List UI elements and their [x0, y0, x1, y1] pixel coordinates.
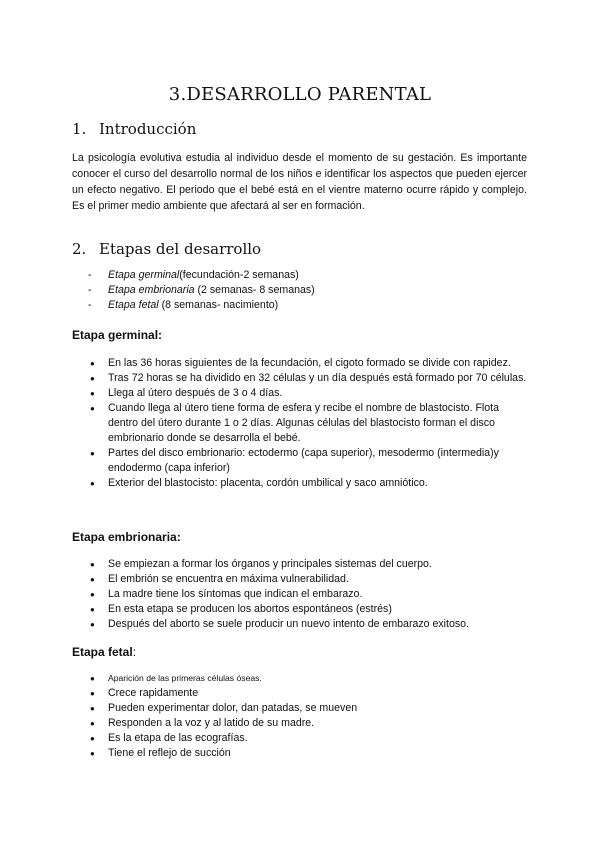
list-item: ● Llega al útero después de 3 o 4 días. [90, 386, 530, 401]
list-item: ● Partes del disco embrionario: ectodermo (capa superior), mesodermo (intermedia)y endodermo (capa inferior) [90, 446, 530, 476]
stages-list [88, 268, 315, 313]
list-item: ● Exterior del blastocisto: placenta, cordón umbilical y saco amniótico. [90, 476, 530, 491]
list-item: ● El embrión se encuentra en máxima vulnerabilidad. [90, 572, 530, 587]
dash-marker: - [88, 299, 92, 311]
intro-paragraph: La psicología evolutiva estudia al individuo desde el momento de su gestación. Es importante conocer el curso del desarrollo normal de los niños e identificar los aspectos que pueden ejercer un efecto negativo. El periodo que el bebé está en el vientre materno ocurre rápido y complejo. Es el primer medio ambiente que afectará al ser en formación. [72, 152, 527, 212]
fetal-list [90, 671, 530, 761]
subheading-text: Etapa fetal [72, 645, 133, 659]
document-title: 3.DESARROLLO PARENTAL [168, 84, 432, 105]
subheading-etapa-embrionaria: Etapa embrionaria: [72, 530, 181, 544]
stage-name: Etapa germinal [108, 269, 180, 281]
list-item: ● Es la etapa de las ecografías. [90, 731, 530, 746]
section-heading-etapas [72, 240, 261, 258]
stage-range: (fecundación-2 semanas) [179, 269, 299, 281]
list-item: ● Tras 72 horas se ha dividido en 32 células y un día después está formado por 70 células. [90, 371, 530, 386]
subheading-etapa-fetal [72, 645, 136, 659]
list-item: ● Cuando llega al útero tiene forma de esfera y recibe el nombre de blastocisto. Flota dentro del útero durante 1 o 2 días. Algunas células del blastocisto forman el disco embrionario donde se desarrolla el bebé. [90, 401, 530, 446]
dash-marker: - [88, 269, 92, 281]
embrionaria-list [90, 557, 530, 632]
germinal-list [90, 356, 530, 491]
subheading-colon: : [132, 645, 137, 659]
list-item: ● Se empiezan a formar los órganos y principales sistemas del cuerpo. [90, 557, 530, 572]
section-number: 2. [72, 240, 87, 258]
list-item [88, 268, 315, 283]
section-title: Introducción [99, 120, 197, 138]
list-item: ● La madre tiene los síntomas que indican el embarazo. [90, 587, 530, 602]
dash-marker: - [88, 284, 92, 296]
list-item: ● En las 36 horas siguientes de la fecundación, el cigoto formado se divide con rapidez. [90, 356, 530, 371]
list-item [88, 283, 315, 298]
list-item: ● Crece rapidamente [90, 686, 530, 701]
section-heading-introduccion [72, 120, 196, 138]
list-item [88, 298, 315, 313]
stage-range: (2 semanas- 8 semanas) [194, 284, 315, 296]
list-item: ● Tiene el reflejo de succión [90, 746, 530, 761]
section-number: 1. [72, 120, 87, 138]
list-item: ● Después del aborto se suele producir un nuevo intento de embarazo exitoso. [90, 617, 530, 632]
stage-name: Etapa fetal [108, 299, 159, 311]
stage-range: (8 semanas- nacimiento) [158, 299, 279, 311]
list-item: ● Pueden experimentar dolor, dan patadas, se mueven [90, 701, 530, 716]
list-item: ● Aparición de las primeras células óseas. [90, 671, 530, 686]
list-item: ● Responden a la voz y al latido de su madre. [90, 716, 530, 731]
stage-name: Etapa embrionaria [108, 284, 195, 296]
section-title: Etapas del desarrollo [99, 240, 262, 258]
subheading-etapa-germinal: Etapa germinal: [72, 328, 163, 342]
list-item: ● En esta etapa se producen los abortos espontáneos (estrés) [90, 602, 530, 617]
